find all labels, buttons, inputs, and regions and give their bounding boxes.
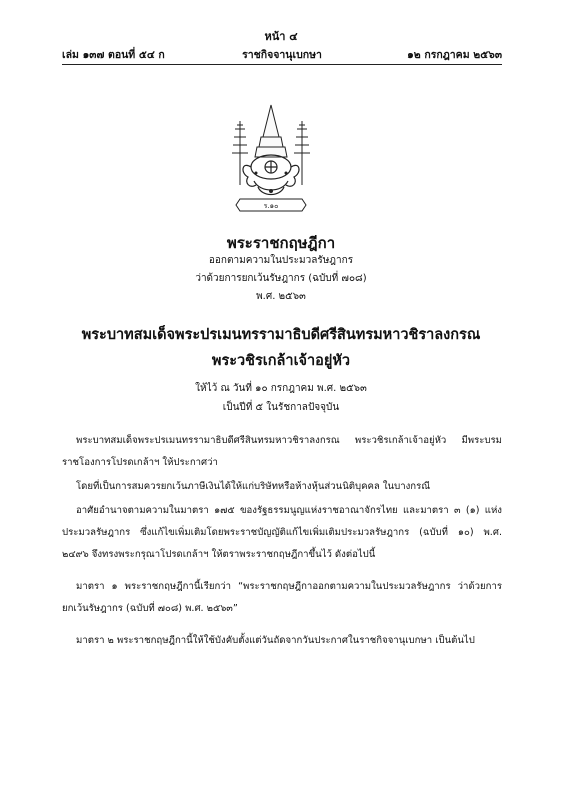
paragraph-reason: โดยที่เป็นการสมควรยกเว้นภาษีเงินได้ให้แก่บริษัทหรือห้างหุ้นส่วนนิติบุคคล ในบางกรณี (76, 481, 431, 492)
emblem-banner-text: ร.๑๐ (263, 202, 279, 210)
gazette-date: ๑๒ กรกฎาคม ๒๕๖๓ (407, 49, 502, 61)
decree-body (62, 430, 502, 654)
given-date: ให้ไว้ ณ วันที่ ๑๐ กรกฎาคม พ.ศ. ๒๕๖๓ (195, 383, 367, 394)
king-name-line-2: พระวชิรเกล้าเจ้าอยู่หัว (211, 353, 351, 369)
king-name-line-1: พระบาทสมเด็จพระปรเมนทรรามาธิบดีศรีสินทรมหาวชิราลงกรณ (81, 327, 481, 343)
paragraph-authority: อาศัยอำนาจตามความในมาตรา ๑๗๕ ของรัฐธรรมนูญแห่งราชอาณาจักรไทย และมาตรา ๓ (๑) แห่งประมวลรัษฎากร ซึ่งแก้ไขเพิ่มเติมโดยพระราชบัญญัติแก้ไขเพิ่มเติมประมวลรัษฎากร (ฉบับที่ ๑๐) พ.ศ. ๒๔๙๖ จึงทรงพระกรุณาโปรดเกล้าฯ ให้ตราพระราชกฤษฎีกาขึ้นไว้ ดังต่อไปนี้ (62, 505, 502, 560)
decree-subtitle-2: ว่าด้วยการยกเว้นรัษฎากร (ฉบับที่ ๗๐๘) (195, 273, 367, 284)
royal-emblem-icon (232, 103, 310, 221)
section-1: มาตรา ๑ พระราชกฤษฎีกานี้เรียกว่า “พระราชกฤษฎีกาออกตามความในประมวลรัษฎากร ว่าด้วยการยกเว้นรัษฎากร (ฉบับที่ ๗๐๘) พ.ศ. ๒๕๖๓” (62, 581, 502, 614)
header-divider (62, 64, 502, 65)
decree-subtitle-1: ออกตามความในประมวลรัษฎากร (208, 255, 354, 266)
decree-year: พ.ศ. ๒๕๖๓ (256, 291, 306, 302)
decree-title: พระราชกฤษฎีกา (226, 234, 336, 252)
page-number: หน้า ๔ (264, 30, 298, 43)
section-2: มาตรา ๒ พระราชกฤษฎีกานี้ให้ใช้บังคับตั้งแต่วันถัดจากวันประกาศในราชกิจจานุเบกษา เป็นต้นไป (76, 635, 475, 646)
volume-issue: เล่ม ๑๓๗ ตอนที่ ๕๔ ก (62, 49, 165, 61)
gazette-name: ราชกิจจานุเบกษา (242, 49, 322, 61)
paragraph-proclamation: พระบาทสมเด็จพระปรเมนทรรามาธิบดีศรีสินทรมหาวชิราลงกรณ พระวชิรเกล้าเจ้าอยู่หัว มีพระบรมราชโองการโปรดเกล้าฯ ให้ประกาศว่า (62, 435, 502, 468)
reign-year: เป็นปีที่ ๕ ในรัชกาลปัจจุบัน (222, 402, 340, 413)
